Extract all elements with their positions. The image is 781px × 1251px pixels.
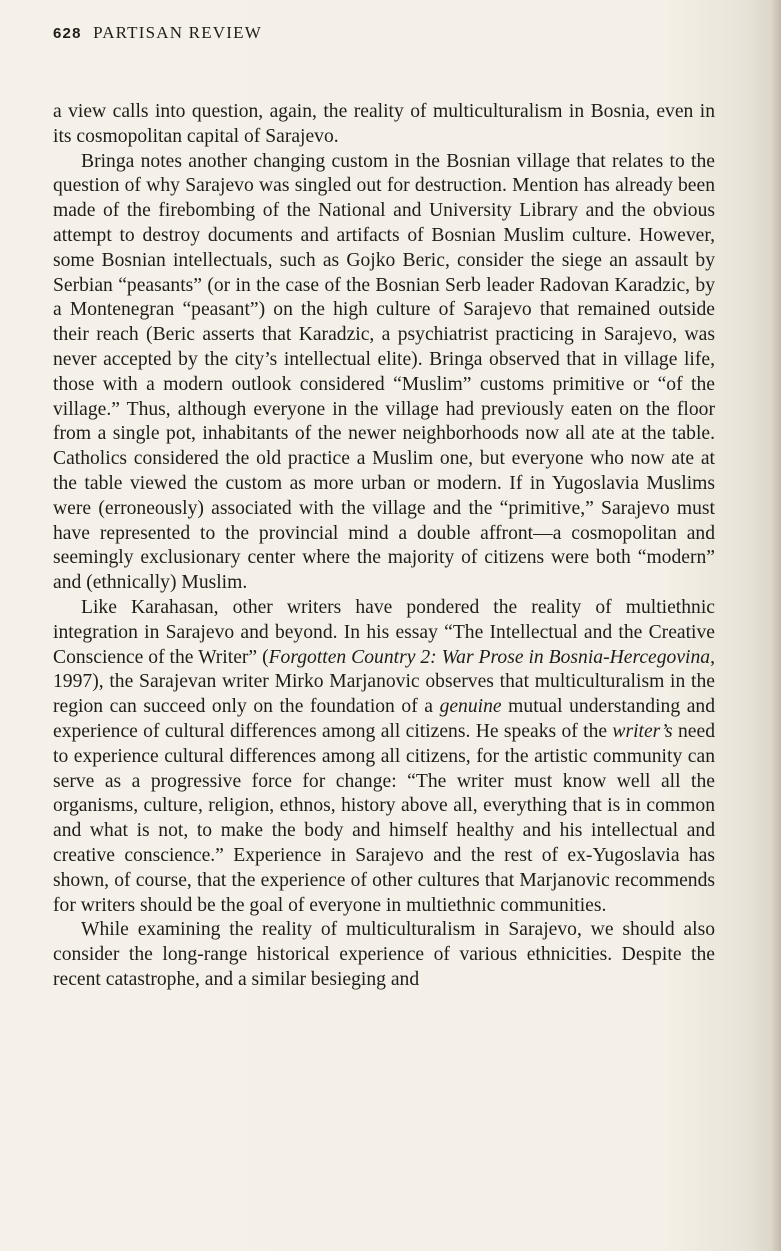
text-run: a view calls into question, again, the reality of multiculturalism in Bosnia, even in its cosmopolitan capital of Sarajevo. [53, 101, 715, 147]
running-header [53, 23, 262, 43]
paragraph [53, 596, 715, 918]
text-run: , [710, 646, 715, 668]
italic-text: genuine [439, 696, 502, 718]
text-run: ), the Sarajevan writer Mirko Marjanovic observes that multiculturalism in the region can succeed only on the foundation of a [53, 671, 715, 718]
italic-text: Forgotten Country 2: War Prose in Bosnia-Hercegovina [268, 646, 711, 668]
paragraph [53, 100, 715, 150]
text-run: While examining the reality of multiculturalism in Sarajevo, we should also consider the long-range historical experience of various ethnicities. Despite the recent catastrophe, and a similar besieging and [53, 919, 715, 990]
text-run: Like Karahasan, other writers have pondered the reality of multiethnic integration in Sarajevo and beyond. In his essay “The Intellectual and the Creative Conscience of the Writer” ( [53, 596, 715, 668]
paragraph [53, 918, 715, 992]
journal-title: PARTISAN REVIEW [93, 23, 262, 42]
paragraph [53, 150, 715, 596]
page-number: 628 [53, 25, 82, 42]
body-text [53, 100, 715, 993]
text-run: need to experience cultural differences among all citizens, for the artistic community can serve as a progressive force for change: “The writer must know well all the organisms, culture, religion, ethnos, history above all, everything that is in common and what is not, to make the body and himself healthy and his intellectual and creative conscience.” Experience in Sarajevo and the rest of ex-Yugoslavia has shown, of course, that the experience of other cultures that Marjanovic recommends for writers should be the goal of everyone in multiethnic communities. [53, 720, 715, 916]
page-edge-shadow [771, 0, 781, 1251]
text-run: Bringa notes another changing custom in the Bosnian village that relates to the question of why Sarajevo was singled out for destruction. Mention has already been made of the firebombing of the National and University Library and the obvious attempt to destroy documents and artifacts of Bosnian Muslim culture. However, some Bosnian intellectuals, such as Gojko Beric, consider the siege an assault by Serbian “peasants” (or in the case of the Bosnian Serb leader Radovan Karadzic, by a Montenegran “peasant”) on the high culture of Sarajevo that remained outside their reach (Beric asserts that Karadzic, a psychiatrist practicing in Sarajevo, was never accepted by the city’s intellectual elite). Bringa observed that in village life, those with a modern outlook considered “Muslim” customs primitive or “of the village.” Thus, although everyone in the village had previously eaten on the floor from a single pot, inhabitants of the newer neighborhoods now all ate at the table. Catholics considered the old practice a Muslim one, but everyone who now ate at the table viewed the custom as more urban or modern. If in Yugoslavia Muslims were (erroneously) associated with the village and the “primitive,” Sarajevo must have represented to the provincial mind a double affront—a cosmopolitan and seemingly exclusionary center where the majority of citizens were both “modern” and (ethnically) Muslim. [53, 150, 715, 594]
text-run: mutual understanding and experience of cultural differences among all citizens. He speaks of the [53, 696, 715, 742]
year-text: 1997 [53, 671, 93, 693]
italic-text: writer’s [612, 720, 673, 742]
